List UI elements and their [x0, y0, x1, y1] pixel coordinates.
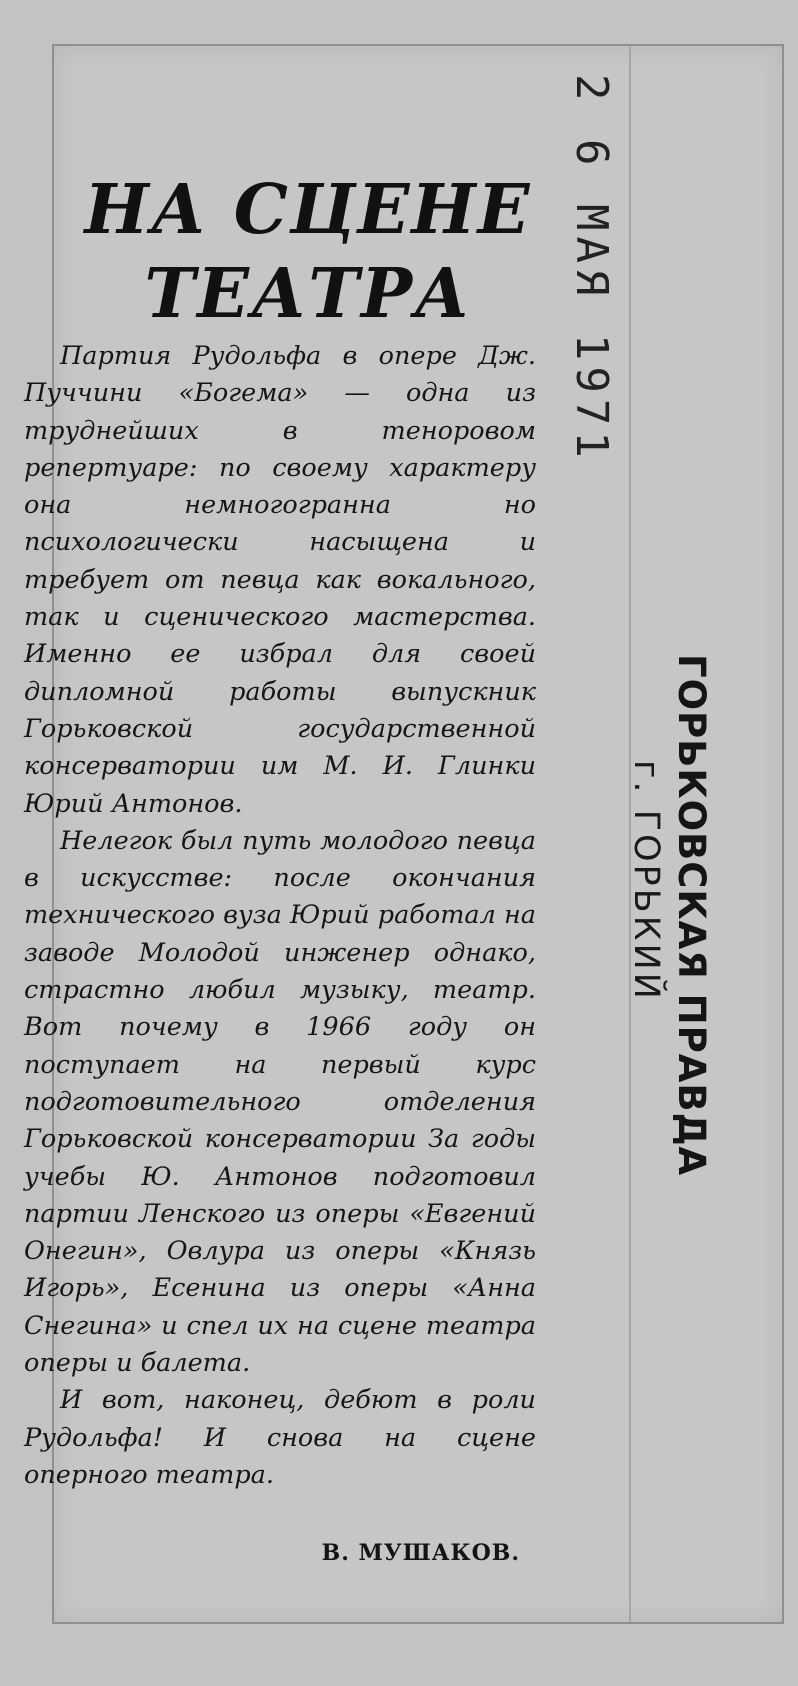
- headline-line-1: НА СЦЕНЕ: [84, 170, 532, 250]
- author-signature: В. МУШАКОВ.: [321, 1540, 520, 1566]
- article-paragraph: Нелегок был путь молодого певца в искусстве: после окончания технического вуза Юрий работал на заводе Молодой инженер однако, страстно любил музыку, театр. Вот почему в 1966 году он поступает на первый курс подготовительного отделения Горьковской консерватории За годы учебы Ю. Антонов подготовил партии Ленского из оперы «Евгений Онегин», Овлура из оперы «Князь Игорь», Есенина из оперы «Анна Снегина» и спел их на сцене театра оперы и балета.: [24, 825, 536, 1379]
- article-paragraph: Партия Рудольфа в опере Дж. Пуччини «Богема» — одна из труднейших в теноровом репертуаре: по своему характеру она немногогранна но психологически насыщена и требует от певца как вокального, так и сценического мастерства. Именно ее избрал для своей дипломной работы выпускник Горьковской государственной консерватории им М. И. Глинки Юрий Антонов.: [24, 341, 536, 819]
- date-stamp: 2 6 МАЯ 1971: [566, 74, 617, 464]
- article-paragraph: И вот, наконец, дебют в роли Рудольфа! И снова на сцене оперного театра.: [24, 1385, 536, 1490]
- city-stamp: г. ГОРЬКИЙ: [626, 760, 666, 1002]
- article-body: [24, 338, 536, 1494]
- headline-line-2: ТЕАТРА: [144, 254, 472, 334]
- source-stamp: ГОРЬКОВСКАЯ ПРАВДА: [670, 654, 713, 1177]
- article-headline: [58, 168, 558, 336]
